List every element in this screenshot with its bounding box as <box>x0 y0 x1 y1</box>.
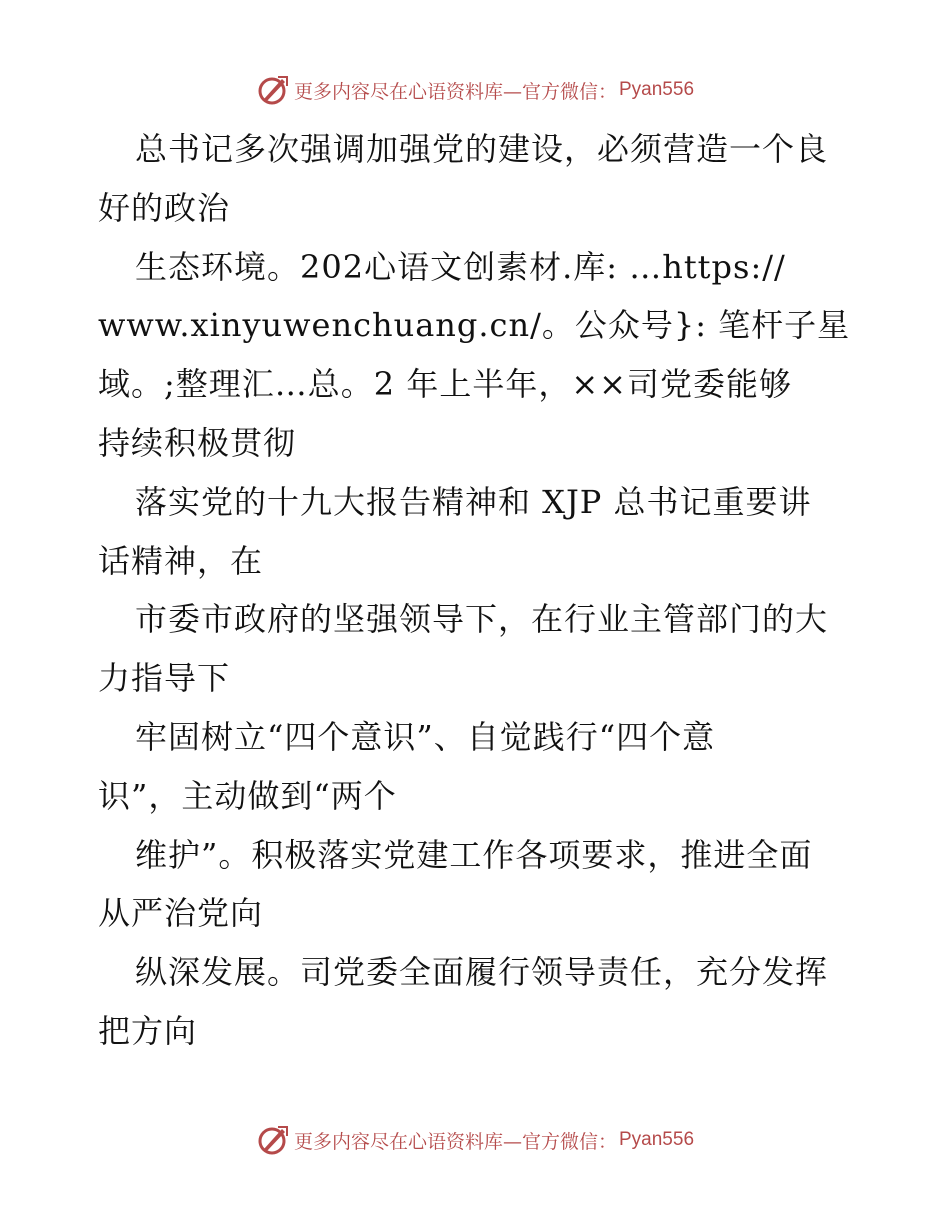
body-line: 力指导下 <box>98 659 231 698</box>
body-line: 识”，主动做到“两个 <box>98 776 397 815</box>
body-line: 市委市政府的坚强领导下，在行业主管部门的大 <box>135 600 829 639</box>
body-line: 把方向 <box>98 1011 198 1050</box>
footer-wechat-id: Pyan556 <box>619 1129 695 1150</box>
footer-brand-text: 更多内容尽在心语资料库—官方微信： <box>293 1130 617 1153</box>
footer-banner <box>0 1120 950 1160</box>
header-banner <box>0 70 950 110</box>
quill-pen-circle-icon <box>256 1123 290 1157</box>
body-line: 从严治党向 <box>98 894 264 933</box>
body-line: 话精神，在 <box>98 541 264 580</box>
body-line: 好的政治 <box>98 188 231 227</box>
header-wechat-id: Pyan556 <box>619 79 695 100</box>
document-body <box>98 120 858 1061</box>
body-line: 持续积极贯彻 <box>98 423 297 462</box>
body-line: 牢固树立“四个意识”、自觉践行“四个意 <box>135 717 716 756</box>
quill-pen-circle-icon <box>256 73 290 107</box>
body-line: 总书记多次强调加强党的建设，必须营造一个良 <box>135 130 829 168</box>
body-line: 纵深发展。司党委全面履行领导责任，充分发挥 <box>135 953 829 992</box>
body-line: 域。;整理汇…总。2 年上半年，××司党委能够 <box>98 365 792 404</box>
body-line: www.xinyuwenchuang.cn/。公众号}: 笔杆子星 <box>98 306 851 345</box>
body-line: 维护”。积极落实党建工作各项要求，推进全面 <box>135 835 813 874</box>
body-line: 落实党的十九大报告精神和 XJP 总书记重要讲 <box>135 482 812 521</box>
body-line: 生态环境。202心语文创素材.库: …https:// <box>135 247 786 286</box>
header-brand-text: 更多内容尽在心语资料库—官方微信： <box>293 80 617 103</box>
